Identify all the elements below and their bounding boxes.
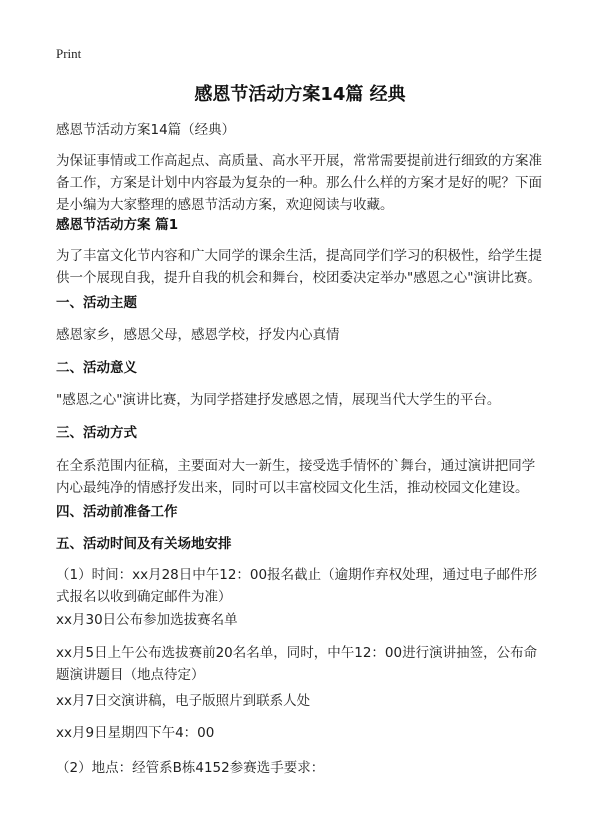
schedule-item: xx月7日交演讲稿，电子版照片到联系人处 bbox=[56, 693, 311, 709]
schedule-item: （2）地点：经管系B栋4152参赛选手要求： bbox=[56, 760, 325, 776]
schedule-item: （1）时间：xx月28日中午12：00报名截止（逾期作弃权处理，通过电子邮件形式报名以收到确定邮件为准） bbox=[56, 567, 538, 605]
schedule-item: xx月30日公布参加选拔赛名单 bbox=[56, 612, 238, 628]
subtitle: 感恩节活动方案14篇（经典） bbox=[56, 122, 236, 138]
schedule-item: xx月5日上午公布选拔赛前20名名单，同时，中午12：00进行演讲抽签，公布命题演讲题目（地点待定） bbox=[56, 645, 538, 683]
method-paragraph: 在全系范围内征稿，主要面对大一新生，接受选手情怀的`舞台，通过演讲把同学内心最纯净的情感抒发出来，同时可以丰富校园文化生活，推动校园文化建设。 bbox=[56, 458, 536, 496]
heading-meaning: 二、活动意义 bbox=[56, 360, 137, 376]
heading-preparation: 四、活动前准备工作 bbox=[56, 504, 178, 520]
section-heading: 感恩节活动方案 篇1 bbox=[56, 217, 179, 233]
print-link[interactable]: Print bbox=[56, 46, 82, 61]
section-intro-paragraph: 为了丰富文化节内容和广大同学的课余生活，提高同学们学习的积极性，给学生提供一个展现自我，提升自我的机会和舞台，校团委决定举办"感恩之心"演讲比赛。 bbox=[56, 248, 542, 286]
meaning-paragraph: "感恩之心"演讲比赛，为同学搭建抒发感恩之情，展现当代大学生的平台。 bbox=[56, 392, 501, 408]
heading-theme: 一、活动主题 bbox=[56, 295, 137, 311]
heading-method: 三、活动方式 bbox=[56, 425, 137, 441]
page-title: 感恩节活动方案14篇 经典 bbox=[194, 84, 406, 105]
intro-paragraph: 为保证事情或工作高起点、高质量、高水平开展，常常需要提前进行细致的方案准备工作，方案是计划中内容最为复杂的一种。那么什么样的方案才是好的呢？下面是小编为大家整理的感恩节活动方案，欢迎阅读与收藏。 bbox=[56, 153, 542, 213]
heading-time-venue: 五、活动时间及有关场地安排 bbox=[56, 536, 232, 552]
schedule-item: xx月9日星期四下午4：00 bbox=[56, 725, 215, 741]
theme-paragraph: 感恩家乡，感恩父母，感恩学校，抒发内心真情 bbox=[56, 327, 340, 343]
